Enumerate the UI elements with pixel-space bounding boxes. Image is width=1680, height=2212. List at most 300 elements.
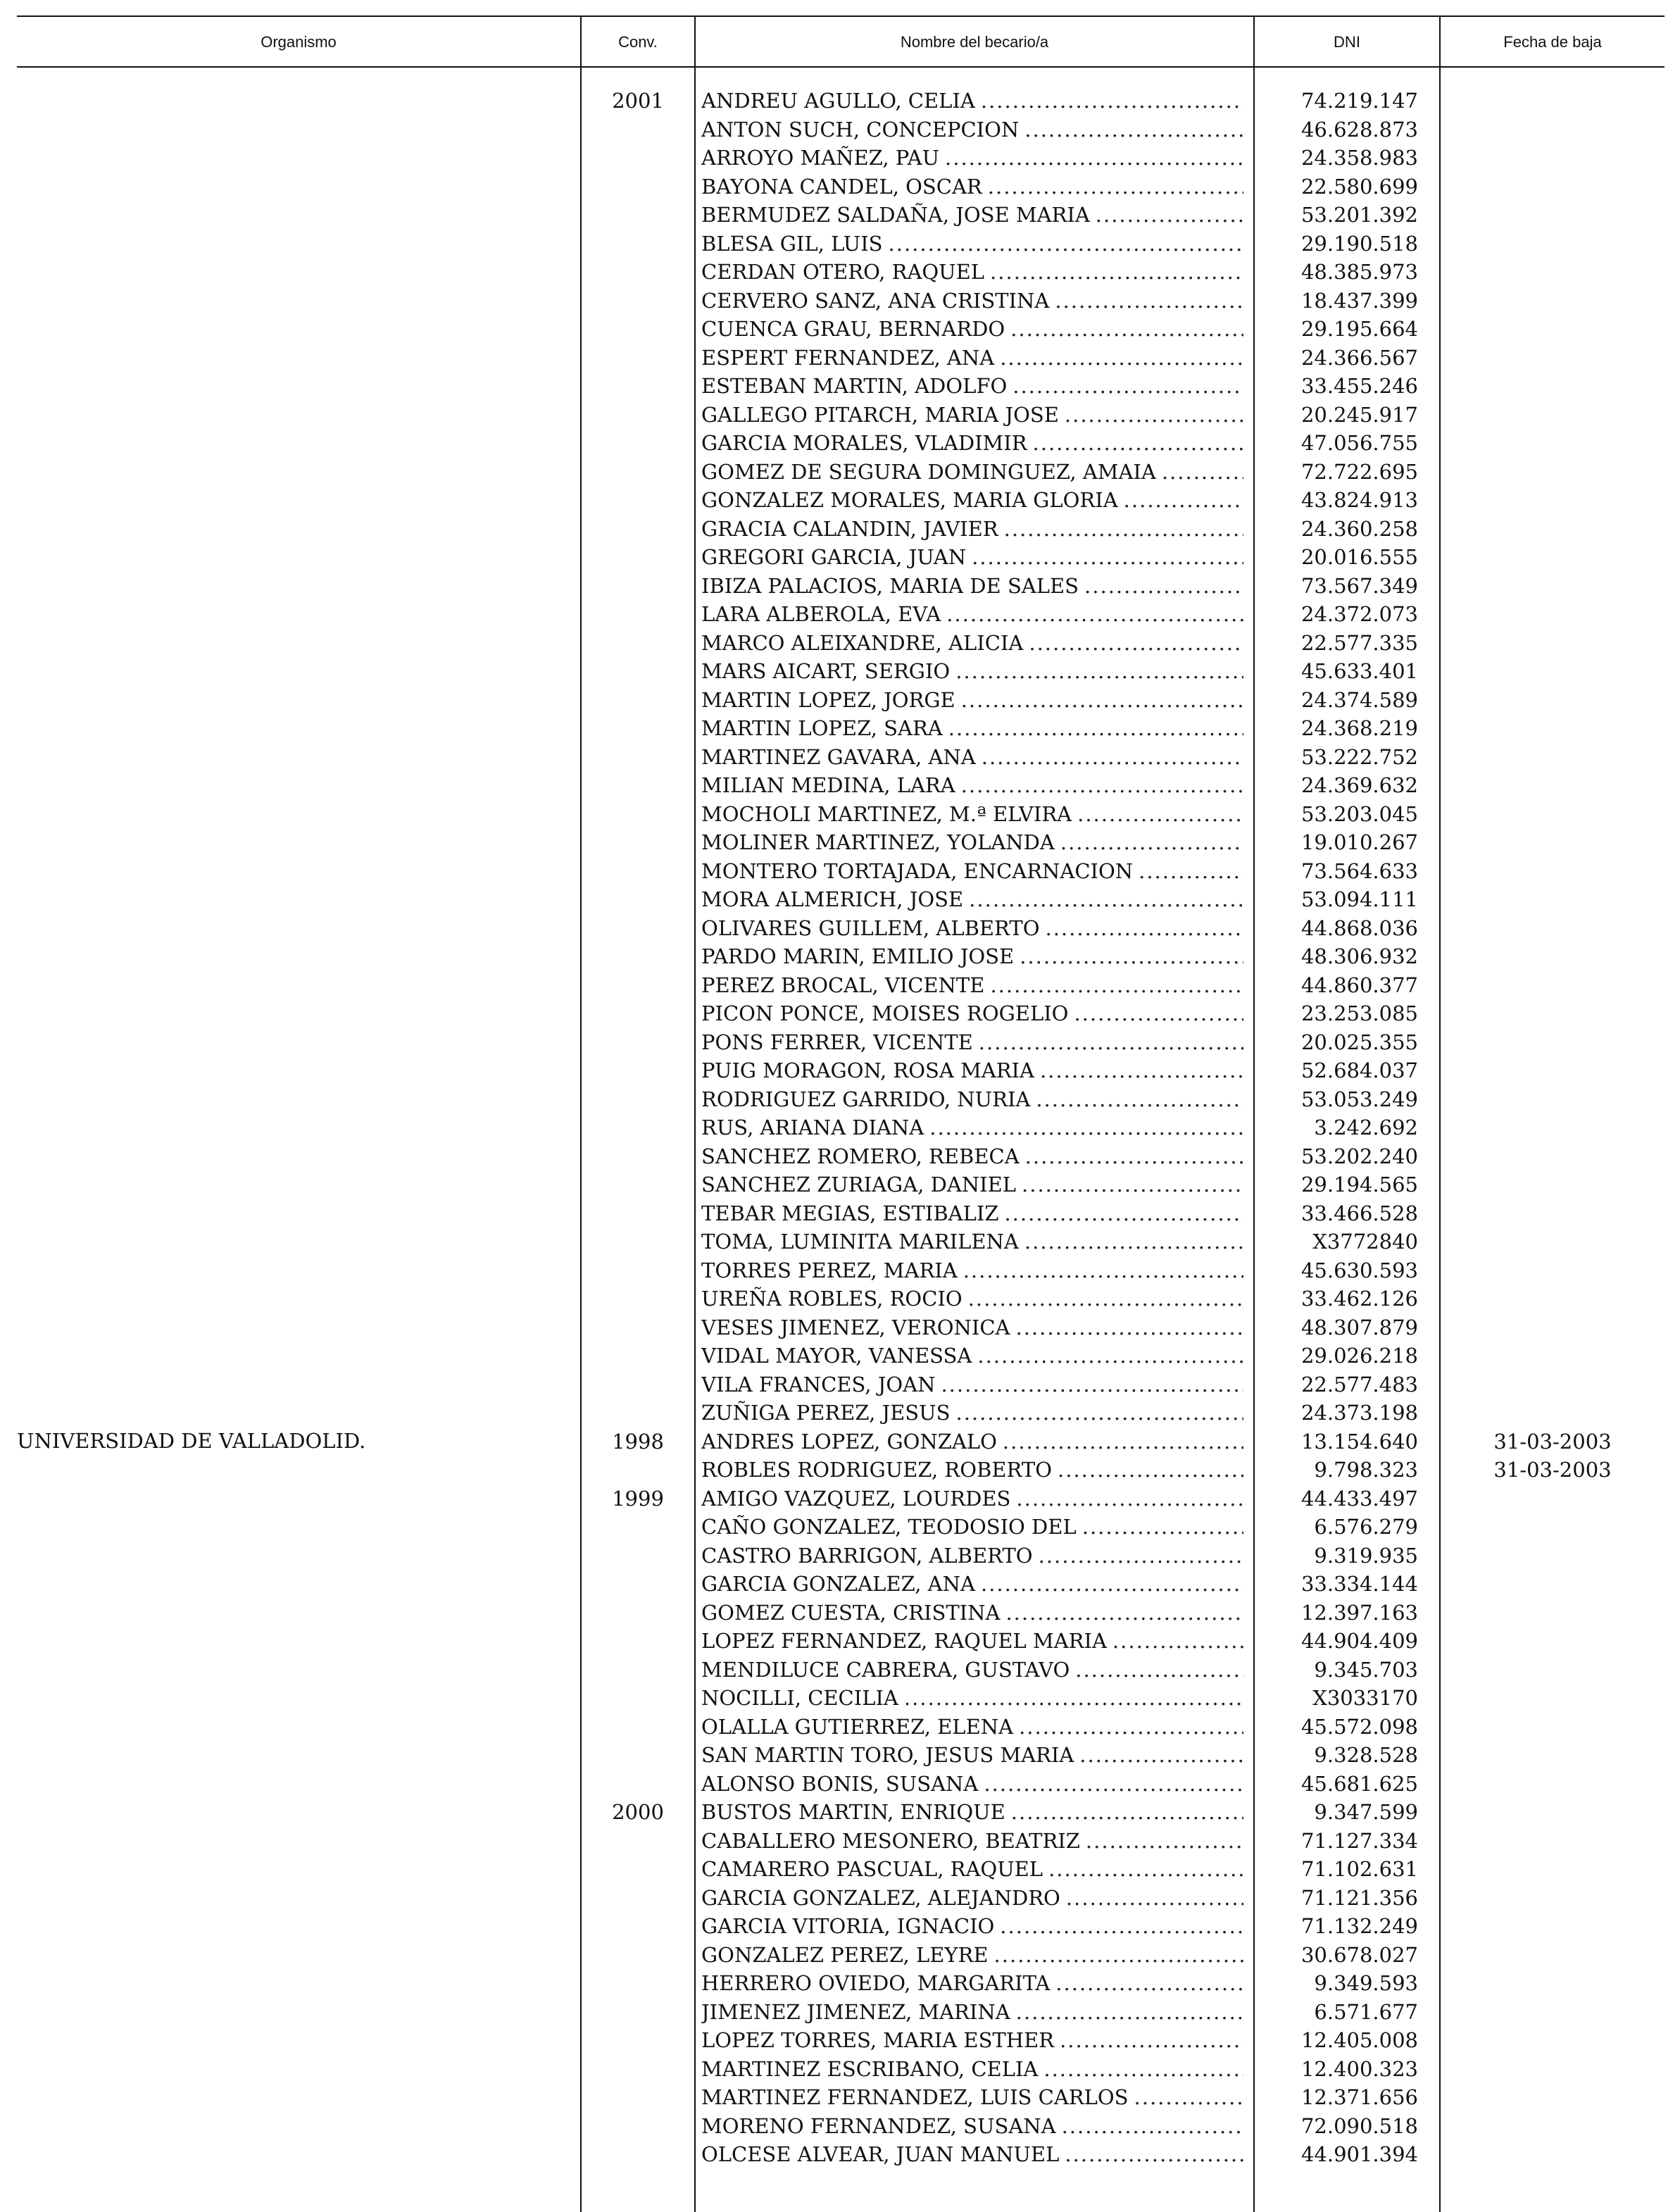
dot-leader xyxy=(1004,1199,1243,1228)
dot-leader xyxy=(979,1028,1243,1057)
header-organismo: Organismo xyxy=(261,33,337,51)
becario-name: VIDAL MAYOR, VANESSA xyxy=(701,1344,972,1368)
conv-year: 2000 xyxy=(612,1800,664,1824)
dot-leader xyxy=(961,771,1243,800)
dot-leader xyxy=(984,1770,1243,1799)
table-row xyxy=(701,1485,1243,1513)
conv-year: 1998 xyxy=(612,1429,664,1454)
dot-leader xyxy=(1011,1798,1243,1827)
dot-leader xyxy=(1060,828,1243,857)
table-row xyxy=(701,657,1243,686)
table-row xyxy=(701,1912,1243,1941)
dot-leader xyxy=(968,1285,1243,1313)
table-row xyxy=(701,515,1243,544)
dot-leader xyxy=(1036,1085,1243,1114)
becario-name: GOMEZ DE SEGURA DOMINGUEZ, AMAIA xyxy=(701,459,1156,484)
becario-name: ALONSO BONIS, SUSANA xyxy=(701,1771,979,1796)
dni-cell: 73.567.349 xyxy=(1300,573,1418,598)
dot-leader xyxy=(994,1941,1243,1970)
table-row xyxy=(701,1427,1243,1456)
dot-leader xyxy=(1139,857,1243,886)
becario-name: PEREZ BROCAL, VICENTE xyxy=(701,973,985,997)
dot-leader xyxy=(1065,2140,1243,2169)
dot-leader xyxy=(1124,486,1243,515)
becario-name: GONZALEZ MORALES, MARIA GLORIA xyxy=(701,488,1118,512)
becario-name: BAYONA CANDEL, OSCAR xyxy=(701,174,982,199)
dot-leader xyxy=(1074,999,1243,1028)
dni-cell: 74.219.147 xyxy=(1300,89,1418,113)
dni-cell: 24.366.567 xyxy=(1300,345,1418,370)
dot-leader xyxy=(1060,2026,1243,2055)
becario-name: GARCIA GONZALEZ, ANA xyxy=(701,1572,975,1596)
becario-name: ESPERT FERNANDEZ, ANA xyxy=(701,345,995,370)
becario-name: LOPEZ TORRES, MARIA ESTHER xyxy=(701,2028,1055,2052)
table-row xyxy=(701,258,1243,287)
dni-cell: 44.901.394 xyxy=(1300,2142,1418,2166)
table-row xyxy=(701,2026,1243,2055)
table-row xyxy=(701,828,1243,857)
dot-leader xyxy=(1082,1513,1243,1542)
dot-leader xyxy=(1013,372,1243,401)
dot-leader xyxy=(1010,315,1243,344)
header-fecha: Fecha de baja xyxy=(1503,33,1602,51)
becario-name: MOCHOLI MARTINEZ, M.ª ELVIRA xyxy=(701,801,1072,826)
becario-name: TOMA, LUMINITA MARILENA xyxy=(701,1230,1019,1254)
dni-cell: 6.576.279 xyxy=(1314,1515,1418,1539)
dot-leader xyxy=(946,600,1243,629)
becario-name: GARCIA VITORIA, IGNACIO xyxy=(701,1914,995,1938)
table-row xyxy=(701,115,1243,144)
organismo-label: UNIVERSIDAD DE VALLADOLID. xyxy=(17,1429,366,1453)
dni-cell: 12.405.008 xyxy=(1300,2028,1418,2052)
becario-name: ANDREU AGULLO, CELIA xyxy=(701,89,975,113)
table-row xyxy=(701,144,1243,173)
table-row xyxy=(701,1884,1243,1913)
becario-name: GARCIA GONZALEZ, ALEJANDRO xyxy=(701,1885,1060,1910)
table-row xyxy=(701,230,1243,258)
table-row xyxy=(701,315,1243,344)
dot-leader xyxy=(1004,515,1243,544)
dot-leader xyxy=(1003,1427,1243,1456)
dot-leader xyxy=(990,971,1243,1000)
becario-name: TORRES PEREZ, MARIA xyxy=(701,1258,958,1282)
becario-name: GREGORI GARCIA, JUAN xyxy=(701,545,967,569)
column-divider-1 xyxy=(580,15,582,2212)
dni-cell: 29.190.518 xyxy=(1300,231,1418,256)
fecha-baja-cell: 31-03-2003 xyxy=(1493,1429,1612,1454)
table-row xyxy=(701,771,1243,800)
becario-name: RUS, ARIANA DIANA xyxy=(701,1116,924,1139)
becario-name: GOMEZ CUESTA, CRISTINA xyxy=(701,1600,1001,1625)
dni-cell: 30.678.027 xyxy=(1300,1942,1418,1967)
dot-leader xyxy=(1134,2083,1243,2112)
dot-leader xyxy=(1016,1998,1243,2027)
table-row xyxy=(701,1227,1243,1256)
dot-leader xyxy=(1162,458,1243,487)
table-row xyxy=(701,1113,1243,1142)
dni-cell: 71.127.334 xyxy=(1300,1828,1418,1853)
becario-name: LARA ALBEROLA, EVA xyxy=(701,602,941,626)
becario-name: ROBLES RODRIGUEZ, ROBERTO xyxy=(701,1458,1052,1482)
dni-cell: 18.437.399 xyxy=(1300,288,1418,313)
dot-leader xyxy=(990,258,1243,287)
dni-cell: 22.577.483 xyxy=(1300,1372,1418,1396)
table-row xyxy=(701,1370,1243,1399)
dni-cell: 24.374.589 xyxy=(1300,687,1418,712)
dot-leader xyxy=(945,144,1243,173)
dni-cell: 12.371.656 xyxy=(1300,2085,1418,2109)
dni-cell: 23.253.085 xyxy=(1300,1001,1418,1025)
becario-name: ARROYO MAÑEZ, PAU xyxy=(701,146,940,170)
table-row xyxy=(701,1798,1243,1827)
table-row xyxy=(701,2055,1243,2084)
names-column xyxy=(701,87,1243,2169)
dni-cell: 71.132.249 xyxy=(1300,1914,1418,1938)
table-row xyxy=(701,458,1243,487)
table-row xyxy=(701,1256,1243,1285)
dot-leader xyxy=(1025,1142,1243,1171)
dni-cell: 29.195.664 xyxy=(1300,317,1418,341)
dni-cell: 53.202.240 xyxy=(1300,1144,1418,1168)
becario-name: MARTINEZ ESCRIBANO, CELIA xyxy=(701,2056,1039,2081)
dni-cell: 29.026.218 xyxy=(1300,1344,1418,1368)
dni-cell: 48.307.879 xyxy=(1300,1315,1418,1339)
dni-cell: 33.466.528 xyxy=(1300,1201,1418,1225)
dni-cell: 9.349.593 xyxy=(1314,1971,1418,1995)
header-conv: Conv. xyxy=(618,33,658,51)
dot-leader xyxy=(1077,800,1243,829)
dot-leader xyxy=(1033,429,1243,458)
dni-cell: 72.090.518 xyxy=(1300,2113,1418,2138)
dni-cell: X3772840 xyxy=(1312,1230,1418,1254)
dni-cell: 44.868.036 xyxy=(1300,916,1418,940)
dni-cell: 9.319.935 xyxy=(1314,1543,1418,1568)
dni-cell: 53.053.249 xyxy=(1300,1087,1418,1111)
becario-name: BLESA GIL, LUIS xyxy=(701,231,883,256)
becario-name: GALLEGO PITARCH, MARIA JOSE xyxy=(701,402,1059,427)
dot-leader xyxy=(977,1342,1243,1370)
table-row xyxy=(701,1028,1243,1057)
becario-name: OLCESE ALVEAR, JUAN MANUEL xyxy=(701,2142,1060,2166)
becario-name: CERDAN OTERO, RAQUEL xyxy=(701,260,985,284)
becario-name: ESTEBAN MARTIN, ADOLFO xyxy=(701,374,1008,398)
dot-leader xyxy=(955,1399,1243,1427)
becario-name: BERMUDEZ SALDAÑA, JOSE MARIA xyxy=(701,203,1090,227)
becario-name: SANCHEZ ZURIAGA, DANIEL xyxy=(701,1173,1017,1196)
becario-name: RODRIGUEZ GARRIDO, NURIA xyxy=(701,1087,1031,1111)
dni-cell: 53.203.045 xyxy=(1300,801,1418,826)
dot-leader xyxy=(904,1684,1243,1713)
dni-cell: 33.455.246 xyxy=(1300,374,1418,398)
table-row xyxy=(701,714,1243,743)
dot-leader xyxy=(1075,1656,1243,1685)
dni-cell: 47.056.755 xyxy=(1300,431,1418,455)
dni-cell: 33.334.144 xyxy=(1300,1572,1418,1596)
dot-leader xyxy=(1000,1912,1243,1941)
dni-cell: 45.681.625 xyxy=(1300,1771,1418,1796)
becario-name: OLALLA GUTIERREZ, ELENA xyxy=(701,1714,1014,1739)
dot-leader xyxy=(1024,115,1243,144)
dot-leader xyxy=(1040,1056,1243,1085)
dni-cell: 73.564.633 xyxy=(1300,858,1418,883)
becario-name: MENDILUCE CABRERA, GUSTAVO xyxy=(701,1657,1070,1682)
table-row xyxy=(701,743,1243,772)
dni-cell: 12.400.323 xyxy=(1300,2056,1418,2081)
table-row xyxy=(701,372,1243,401)
table-row xyxy=(701,1855,1243,1884)
table-row xyxy=(701,1741,1243,1770)
table-row xyxy=(701,344,1243,373)
table-row xyxy=(701,1142,1243,1171)
becario-name: GARCIA MORALES, VLADIMIR xyxy=(701,431,1027,455)
becario-name: MOLINER MARTINEZ, YOLANDA xyxy=(701,830,1055,854)
table-row xyxy=(701,87,1243,115)
dot-leader xyxy=(1084,572,1243,601)
becario-name: GONZALEZ PEREZ, LEYRE xyxy=(701,1942,989,1967)
dot-leader xyxy=(955,657,1243,686)
dni-cell: 45.630.593 xyxy=(1300,1258,1418,1282)
dni-cell: 20.245.917 xyxy=(1300,402,1418,427)
dot-leader xyxy=(1112,1627,1243,1656)
dot-leader xyxy=(1065,401,1243,430)
dni-cell: 45.633.401 xyxy=(1300,659,1418,683)
dni-cell: 29.194.565 xyxy=(1300,1173,1418,1196)
dni-cell: 24.360.258 xyxy=(1300,516,1418,541)
becario-name: MORA ALMERICH, JOSE xyxy=(701,887,964,911)
dot-leader xyxy=(981,87,1243,115)
becario-name: BUSTOS MARTIN, ENRIQUE xyxy=(701,1800,1005,1824)
table-row xyxy=(701,857,1243,886)
becario-name: SAN MARTIN TORO, JESUS MARIA xyxy=(701,1743,1074,1767)
header-dni: DNI xyxy=(1334,33,1360,51)
table-row xyxy=(701,1827,1243,1856)
table-row xyxy=(701,1513,1243,1542)
dni-cell: 24.373.198 xyxy=(1300,1401,1418,1425)
dot-leader xyxy=(1046,914,1244,943)
becario-name: TEBAR MEGIAS, ESTIBALIZ xyxy=(701,1201,999,1225)
dni-cell: 53.094.111 xyxy=(1300,887,1418,911)
dni-cell: 20.025.355 xyxy=(1300,1030,1418,1054)
dni-cell: 24.372.073 xyxy=(1300,602,1418,626)
table-row xyxy=(701,1570,1243,1599)
becario-name: HERRERO OVIEDO, MARGARITA xyxy=(701,1971,1051,1995)
table-row xyxy=(701,1342,1243,1370)
becario-name: PARDO MARIN, EMILIO JOSE xyxy=(701,944,1015,968)
table-row xyxy=(701,1170,1243,1199)
table-row xyxy=(701,201,1243,230)
table-row xyxy=(701,1056,1243,1085)
becario-name: PUIG MORAGON, ROSA MARIA xyxy=(701,1058,1034,1082)
becario-name: PONS FERRER, VICENTE xyxy=(701,1030,973,1054)
table-row xyxy=(701,1085,1243,1114)
becario-name: CERVERO SANZ, ANA CRISTINA xyxy=(701,288,1050,313)
dot-leader xyxy=(1066,1884,1243,1913)
dni-cell: 12.397.163 xyxy=(1300,1600,1418,1625)
table-row xyxy=(701,1599,1243,1627)
becario-name: CUENCA GRAU, BERNARDO xyxy=(701,317,1005,341)
dni-cell: 52.684.037 xyxy=(1300,1058,1418,1082)
dni-cell: 9.328.528 xyxy=(1314,1743,1418,1767)
dni-cell: 22.580.699 xyxy=(1300,174,1418,199)
table-row xyxy=(701,629,1243,658)
dot-leader xyxy=(1019,1713,1243,1742)
becario-name: MORENO FERNANDEZ, SUSANA xyxy=(701,2113,1056,2138)
becario-name: MONTERO TORTAJADA, ENCARNACION xyxy=(701,858,1134,883)
dot-leader xyxy=(1055,287,1243,315)
dni-cell: 24.368.219 xyxy=(1300,716,1418,740)
table-row xyxy=(701,429,1243,458)
table-row xyxy=(701,942,1243,971)
dni-cell: 9.345.703 xyxy=(1314,1657,1418,1682)
dni-cell: 3.242.692 xyxy=(1314,1116,1418,1139)
dni-cell: 48.306.932 xyxy=(1300,944,1418,968)
table-row xyxy=(701,1199,1243,1228)
table-row xyxy=(701,1713,1243,1742)
dni-cell: 20.016.555 xyxy=(1300,545,1418,569)
table-row xyxy=(701,486,1243,515)
dot-leader xyxy=(969,885,1243,914)
dni-cell: 44.860.377 xyxy=(1300,973,1418,997)
table-row xyxy=(701,999,1243,1028)
dni-cell: 24.358.983 xyxy=(1300,146,1418,170)
dot-leader xyxy=(1000,344,1243,373)
dot-leader xyxy=(1043,2055,1243,2084)
becario-name: CAMARERO PASCUAL, RAQUEL xyxy=(701,1857,1043,1881)
becario-name: IBIZA PALACIOS, MARIA DE SALES xyxy=(701,573,1079,598)
becario-name: ANTON SUCH, CONCEPCION xyxy=(701,117,1020,142)
dni-cell: 44.904.409 xyxy=(1300,1629,1418,1653)
dot-leader xyxy=(963,1256,1243,1285)
dni-cell: 71.102.631 xyxy=(1300,1857,1418,1881)
dot-leader xyxy=(1039,1542,1243,1570)
dni-cell: 13.154.640 xyxy=(1300,1429,1418,1454)
dni-cell: 53.201.392 xyxy=(1300,203,1418,227)
dot-leader xyxy=(1016,1485,1243,1513)
dot-leader xyxy=(1022,1170,1243,1199)
dot-leader xyxy=(948,714,1243,743)
table-row xyxy=(701,1285,1243,1313)
becario-name: PICON PONCE, MOISES ROGELIO xyxy=(701,1001,1069,1025)
table-row xyxy=(701,800,1243,829)
dot-leader xyxy=(1058,1456,1243,1485)
becario-name: OLIVARES GUILLEM, ALBERTO xyxy=(701,916,1040,940)
table-row xyxy=(701,1542,1243,1570)
becario-name: MARCO ALEIXANDRE, ALICIA xyxy=(701,630,1024,655)
dni-cell: 46.628.873 xyxy=(1300,117,1418,142)
dot-leader xyxy=(1048,1855,1243,1884)
dot-leader xyxy=(982,743,1243,772)
table-row xyxy=(701,1656,1243,1685)
dot-leader xyxy=(1055,1969,1243,1998)
table-row xyxy=(701,686,1243,715)
dot-leader xyxy=(988,173,1243,201)
dot-leader xyxy=(1079,1741,1243,1770)
becario-name: MARTINEZ FERNANDEZ, LUIS CARLOS xyxy=(701,2085,1129,2109)
becario-name: MARS AICART, SERGIO xyxy=(701,659,951,683)
table-row xyxy=(701,1684,1243,1713)
table-row xyxy=(701,2140,1243,2169)
dni-cell: 22.577.335 xyxy=(1300,630,1418,655)
table-row xyxy=(701,1998,1243,2027)
becario-name: MARTIN LOPEZ, SARA xyxy=(701,716,943,740)
dot-leader xyxy=(1015,1313,1243,1342)
table-row xyxy=(701,1399,1243,1427)
table-row xyxy=(701,401,1243,430)
becario-name: CAÑO GONZALEZ, TEODOSIO DEL xyxy=(701,1515,1077,1539)
dot-leader xyxy=(961,686,1243,715)
dni-cell: X3033170 xyxy=(1312,1686,1418,1710)
header-nombre: Nombre del becario/a xyxy=(900,33,1049,51)
column-divider-4 xyxy=(1439,15,1441,2212)
dni-cell: 48.385.973 xyxy=(1300,260,1418,284)
dni-cell: 44.433.497 xyxy=(1300,1486,1418,1511)
becario-name: ZUÑIGA PEREZ, JESUS xyxy=(701,1401,951,1425)
table-row xyxy=(701,1313,1243,1342)
dni-cell: 9.347.599 xyxy=(1314,1800,1418,1824)
becario-name: ANDRES LOPEZ, GONZALO xyxy=(701,1429,997,1454)
table-row xyxy=(701,971,1243,1000)
dot-leader xyxy=(1005,1599,1243,1627)
dot-leader xyxy=(1062,2112,1243,2141)
fecha-baja-cell: 31-03-2003 xyxy=(1493,1458,1612,1482)
dni-cell: 19.010.267 xyxy=(1300,830,1418,854)
table-row xyxy=(701,1969,1243,1998)
dni-cell: 71.121.356 xyxy=(1300,1885,1418,1910)
dni-cell: 24.369.632 xyxy=(1300,773,1418,797)
becario-name: MILIAN MEDINA, LARA xyxy=(701,773,955,797)
table-row xyxy=(701,572,1243,601)
dni-column xyxy=(1255,87,1418,2169)
dot-leader xyxy=(972,543,1243,572)
becario-name: MARTINEZ GAVARA, ANA xyxy=(701,744,976,769)
table-row xyxy=(701,2112,1243,2141)
table-row xyxy=(701,2083,1243,2112)
dot-leader xyxy=(889,230,1243,258)
table-row xyxy=(701,287,1243,315)
dni-cell: 45.572.098 xyxy=(1300,1714,1418,1739)
becario-name: GRACIA CALANDIN, JAVIER xyxy=(701,516,998,541)
table-row xyxy=(701,600,1243,629)
table-row xyxy=(701,885,1243,914)
becario-name: LOPEZ FERNANDEZ, RAQUEL MARIA xyxy=(701,1629,1107,1653)
table-row xyxy=(701,1941,1243,1970)
dot-leader xyxy=(941,1370,1243,1399)
dni-cell: 43.824.913 xyxy=(1300,488,1418,512)
dot-leader xyxy=(1029,629,1243,658)
dot-leader xyxy=(1096,201,1243,230)
becario-name: CASTRO BARRIGON, ALBERTO xyxy=(701,1543,1033,1568)
dot-leader xyxy=(1020,942,1243,971)
table-row xyxy=(701,1456,1243,1485)
dot-leader xyxy=(981,1570,1243,1599)
becario-name: VILA FRANCES, JOAN xyxy=(701,1372,936,1396)
becario-name: JIMENEZ JIMENEZ, MARINA xyxy=(701,1999,1010,2024)
table-row xyxy=(701,1770,1243,1799)
dot-leader xyxy=(1086,1827,1243,1856)
dni-cell: 33.462.126 xyxy=(1300,1287,1418,1311)
table-row xyxy=(701,914,1243,943)
dot-leader xyxy=(929,1113,1243,1142)
becario-name: VESES JIMENEZ, VERONICA xyxy=(701,1315,1010,1339)
column-divider-2 xyxy=(694,15,696,2212)
dni-cell: 53.222.752 xyxy=(1300,744,1418,769)
becario-name: NOCILLI, CECILIA xyxy=(701,1686,898,1710)
becario-name: CABALLERO MESONERO, BEATRIZ xyxy=(701,1828,1080,1853)
conv-year: 1999 xyxy=(612,1486,664,1511)
becario-name: SANCHEZ ROMERO, REBECA xyxy=(701,1144,1020,1168)
dni-cell: 72.722.695 xyxy=(1300,459,1418,484)
dni-cell: 6.571.677 xyxy=(1314,1999,1418,2024)
